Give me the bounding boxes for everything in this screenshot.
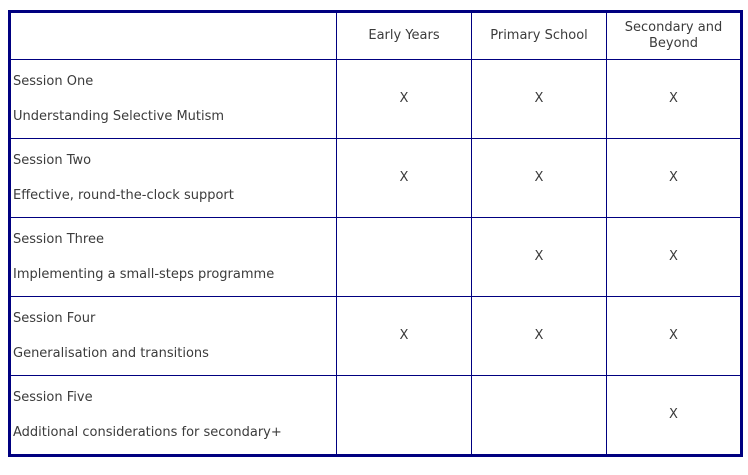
header-row [10,12,742,60]
session-description: Implementing a small-steps programme [13,266,275,282]
mark-cell-primary-school: X [472,60,607,139]
mark-cell-primary-school [472,376,607,456]
session-title: Session Two [13,152,92,168]
mark-cell-early-years [337,376,472,456]
session-cell [10,376,337,456]
sessions-table [8,10,743,457]
column-header-secondary-and-beyond: Secondary and Beyond [607,12,742,60]
mark-cell-early-years [337,218,472,297]
session-title: Session Three [13,231,104,247]
mark-cell-secondary-and-beyond: X [607,376,742,456]
session-description: Generalisation and transitions [13,345,209,361]
session-title: Session Four [13,310,96,326]
table-row-session-one [10,60,742,139]
column-header-primary-school: Primary School [472,12,607,60]
mark-cell-secondary-and-beyond: X [607,60,742,139]
session-title: Session Five [13,389,93,405]
mark-cell-secondary-and-beyond: X [607,218,742,297]
session-cell [10,297,337,376]
column-header-empty [10,12,337,60]
mark-cell-primary-school: X [472,297,607,376]
mark-cell-early-years: X [337,60,472,139]
mark-cell-early-years: X [337,139,472,218]
table-row-session-five [10,376,742,456]
table-row-session-three [10,218,742,297]
session-cell [10,139,337,218]
table-row-session-four [10,297,742,376]
session-title: Session One [13,73,94,89]
session-description: Understanding Selective Mutism [13,108,225,124]
session-cell [10,60,337,139]
mark-cell-secondary-and-beyond: X [607,297,742,376]
session-description: Additional considerations for secondary+ [13,424,282,440]
mark-cell-secondary-and-beyond: X [607,139,742,218]
mark-cell-primary-school: X [472,139,607,218]
mark-cell-primary-school: X [472,218,607,297]
column-header-early-years: Early Years [337,12,472,60]
table-row-session-two [10,139,742,218]
session-description: Effective, round-the-clock support [13,187,234,203]
mark-cell-early-years: X [337,297,472,376]
session-cell [10,218,337,297]
